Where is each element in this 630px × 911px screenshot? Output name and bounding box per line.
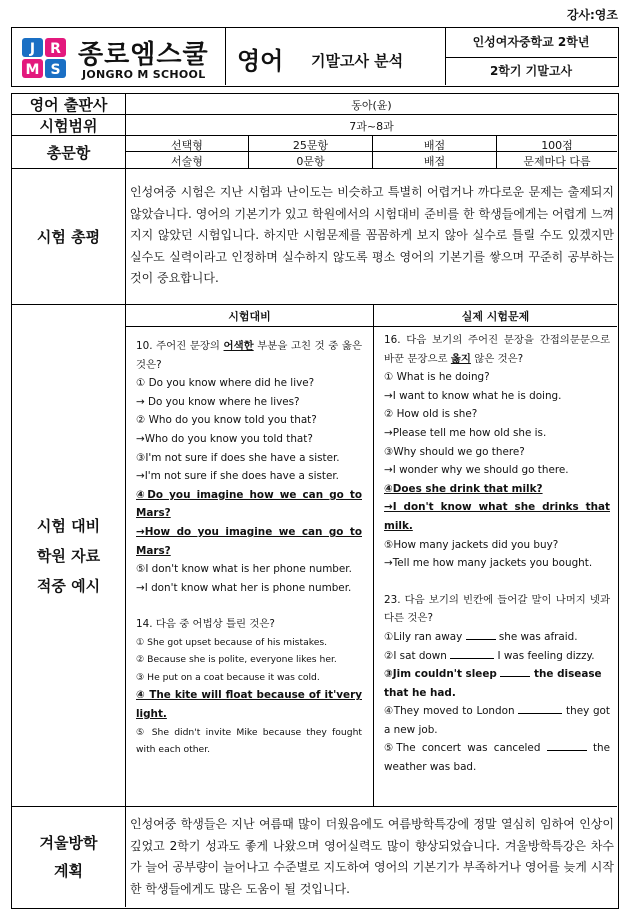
q14-option-5: ⑤ She didn't invite Mike because they fought with each other. (136, 726, 362, 756)
q10-option-5-answer: →I don't know what her is phone number. (136, 581, 352, 594)
plan-label-line2: 계획 (54, 862, 83, 880)
q23-stem: 23. 다음 보기의 빈칸에 들어갈 말이 나머지 넷과 다른 것은? (384, 593, 610, 625)
svg-text:J: J (29, 41, 36, 57)
q10-option-4-answer: →How do you imagine we can go to Mars? (136, 525, 362, 557)
exam-title: 기말고사 분석 (311, 52, 404, 70)
q23-option-2: ②I sat down I was feeling dizzy. (384, 649, 595, 662)
examples-label (12, 305, 126, 806)
logo-korean: 종로엠스쿨 (78, 40, 209, 70)
left-question-block (136, 337, 362, 759)
svg-text:S: S (50, 62, 61, 78)
q16-option-2: ② How old is she? (384, 408, 478, 421)
logo-english: JONGRO M SCHOOL (82, 68, 206, 81)
exam-term: 2학기 기말고사 (489, 64, 573, 78)
q16-option-2-answer: →Please tell me how old she is. (384, 426, 547, 439)
examples-label-line1: 시험 대비 (36, 516, 101, 535)
q16-option-5: ⑤How many jackets did you buy? (384, 538, 559, 551)
essay-count: 0문항 (296, 155, 325, 168)
q16-option-5-answer: →Tell me how many jackets you bought. (384, 557, 593, 570)
mc-type: 선택형 (171, 139, 203, 152)
q10-option-1: ① Do you know where did he live? (136, 377, 315, 390)
q14-stem: 14. 다음 중 어법상 틀린 것은? (136, 618, 275, 631)
title-cell (225, 28, 446, 85)
subject-title: 영어 (237, 47, 284, 75)
plan-label-line1: 겨울방학 (39, 834, 98, 852)
range-label: 시험범위 (12, 115, 126, 135)
questions-label: 총문항 (12, 136, 126, 168)
q14-option-2: ② Because she is polite, everyone likes her. (136, 654, 337, 666)
q10-option-1-answer: → Do you know where he lives? (136, 395, 300, 408)
q16-option-1-answer: →I want to know what he is doing. (384, 389, 562, 402)
q10-option-4: ④Do you imagine how we can go to Mars? (136, 488, 362, 520)
right-question-block (384, 331, 610, 777)
q10-option-2: ② Who do you know told you that? (136, 414, 317, 427)
q23-option-5: ⑤The concert was canceled the weather was bad. (384, 742, 611, 774)
plan-label (12, 807, 126, 907)
q10-option-3: ③I'm not sure if does she have a sister. (136, 451, 340, 464)
q10-option-5: ⑤I don't know what is her phone number. (136, 563, 352, 576)
q16-option-4-answer: →I don't know what she drinks that milk. (384, 501, 610, 532)
logo (12, 28, 226, 85)
essay-score: 문제마다 다름 (523, 155, 591, 168)
q10-option-3-answer: →I'm not sure if she does have a sister. (136, 470, 339, 483)
publisher-value: 동아(윤) (351, 99, 392, 112)
q14-option-1: ① She got upset because of his mistakes. (136, 636, 328, 648)
q23-option-4: ④They moved to London they got a new job. (384, 705, 610, 736)
jongro-logo-icon (22, 38, 66, 78)
plan-text: 인성여중 학생들은 지난 여름때 많이 더웠음에도 여름방학특강에 정말 열심히 임하여 인상이 깊었고 2학기 성과도 좋게 나왔으며 영어실력도 많이 향상되었습니다. 겨울방학특강은 차수가 늘어 공부량이 늘어나고 수준별로 지도하여 영어의 기본기가 부족하거나 영어를 늦게 시작한 학생들에게도 많은 도움이 될 것입니다. (130, 817, 614, 896)
review-label: 시험 총평 (12, 169, 126, 304)
teacher-name: 강사:영조 (566, 8, 618, 22)
header-box (11, 27, 619, 87)
q10-option-2-answer: →Who do you know you told that? (136, 432, 313, 445)
mc-count: 25문항 (292, 139, 329, 152)
range-value: 7과~8과 (349, 120, 394, 133)
right-column-header: 실제 시험문제 (461, 310, 530, 323)
svg-text:R: R (50, 41, 61, 57)
q16-option-3: ③Why should we go there? (384, 445, 525, 458)
q16-option-3-answer: →I wonder why we should go there. (384, 464, 569, 477)
essay-type: 서술형 (171, 155, 203, 168)
q16-option-1: ① What is he doing? (384, 371, 490, 384)
q16-option-4: ④Does she drink that milk? (384, 482, 543, 495)
q14-option-3: ③ He put on a coat because it was cold. (136, 671, 320, 683)
mc-score-label: 배점 (423, 139, 446, 152)
analysis-table (11, 93, 619, 909)
q23-option-3: ③Jim couldn't sleep the disease that he had. (384, 668, 602, 699)
examples-label-line2: 학원 자료 (36, 546, 101, 565)
q14-option-4: ④ The kite will float because of it'very light. (136, 689, 362, 720)
svg-text:M: M (25, 62, 40, 78)
school-name: 인성여자중학교 2학년 (445, 28, 617, 58)
q16-stem: 16. 다음 보기의 주어진 문장을 간접의문문으로 바꾼 문장으로 옳지 않은 것은? (384, 334, 610, 365)
publisher-label: 영어 출판사 (12, 94, 126, 114)
q10-stem: 10. 주어진 문장의 어색한 부분을 고친 것 중 옳은 것은? (136, 340, 362, 371)
review-text: 인성여중 시험은 지난 시험과 난이도는 비슷하고 특별히 어렵거나 까다로운 문제는 출제되지 않았습니다. 영어의 기본기가 있고 학원에서의 시험대비 준비를 한 학생들에게는 어렵게 느껴지지 않았던 시험입니다. 하지만 시험문제를 꼼꼼하게 보지 않아 실수로 틀릴 수도 있겠지만 실수도 실력이라고 인정하며 실수하지 않도록 평소 영어의 기본기를 쌓으며 꾸준히 공부하는 것이 중요합니다. (130, 185, 614, 285)
school-cell (445, 28, 617, 85)
q23-option-1: ①Lily ran away she was afraid. (384, 630, 578, 643)
left-column-header: 시험대비 (228, 310, 271, 323)
mc-score: 100점 (541, 139, 573, 152)
examples-label-line3: 적중 예시 (36, 576, 101, 595)
essay-score-label: 배점 (423, 155, 446, 168)
